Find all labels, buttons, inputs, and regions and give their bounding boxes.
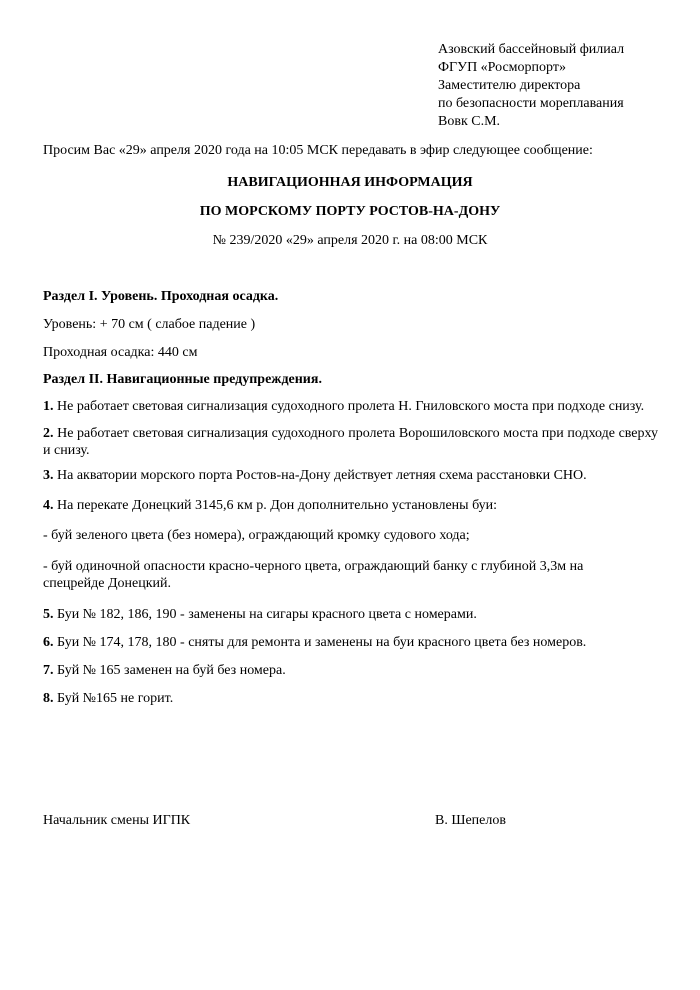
warning-item <box>43 634 658 651</box>
item-text: - буй одиночной опасности красно-черного цвета, ограждающий банку с глубиной 3,3м на спецрейде Донецкий. <box>43 559 584 591</box>
item-number: 7. <box>43 663 54 678</box>
request-paragraph: Просим Вас «29» апреля 2020 года на 10:05 МСК передавать в эфир следующее сообщение: <box>43 143 593 158</box>
addressee-line: Вовк С.М. <box>438 114 501 129</box>
item-text: Не работает световая сигнализация судоходного пролета Н. Гниловского моста при подходе снизу. <box>53 399 645 414</box>
warning-item <box>43 606 658 623</box>
addressee-line: Заместителю директора <box>438 78 581 93</box>
signatory-position: Начальник смены ИГПК <box>43 813 191 828</box>
water-level: Уровень: + 70 см ( слабое падение ) <box>43 317 256 332</box>
section2-heading: Раздел II. Навигационные предупреждения. <box>43 372 322 387</box>
item-text: На акватории морского порта Ростов-на-Дону действует летняя схема расстановки СНО. <box>53 468 587 483</box>
warning-subitem <box>43 558 603 592</box>
addressee-line: по безопасности мореплавания <box>438 96 624 111</box>
item-number: 5. <box>43 607 54 622</box>
warning-item <box>43 398 658 415</box>
warning-subitem <box>43 527 658 544</box>
warning-item <box>43 425 658 459</box>
item-text: Буи № 174, 178, 180 - сняты для ремонта и заменены на буи красного цвета без номеров. <box>53 635 587 650</box>
item-text: Буй № 165 заменен на буй без номера. <box>53 663 286 678</box>
item-number: 6. <box>43 635 54 650</box>
item-text: Буи № 182, 186, 190 - заменены на сигары красного цвета с номерами. <box>53 607 477 622</box>
warning-item <box>43 467 658 484</box>
item-number: 2. <box>43 426 54 441</box>
item-number: 3. <box>43 468 54 483</box>
warning-item <box>43 662 658 679</box>
passage-draft: Проходная осадка: 440 см <box>43 345 198 360</box>
item-text: Не работает световая сигнализация судоходного пролета Ворошиловского моста при подходе сверху и снизу. <box>43 426 658 458</box>
addressee-line: ФГУП «Росморпорт» <box>438 60 566 75</box>
signatory-name: В. Шепелов <box>435 813 506 828</box>
item-text: Буй №165 не горит. <box>53 691 174 706</box>
addressee-block <box>438 41 688 131</box>
item-number: 8. <box>43 691 54 706</box>
section1-heading: Раздел I. Уровень. Проходная осадка. <box>43 289 279 304</box>
warning-item <box>43 497 658 514</box>
item-text: На перекате Донецкий 3145,6 км р. Дон дополнительно установлены буи: <box>53 498 498 513</box>
item-number: 1. <box>43 399 54 414</box>
item-text: - буй зеленого цвета (без номера), ограждающий кромку судового хода; <box>43 528 470 543</box>
document-title: НАВИГАЦИОННАЯ ИНФОРМАЦИЯ <box>227 175 473 190</box>
warning-item <box>43 690 658 707</box>
issue-number: № 239/2020 «29» апреля 2020 г. на 08:00 МСК <box>212 233 488 248</box>
item-number: 4. <box>43 498 54 513</box>
addressee-line: Азовский бассейновый филиал <box>438 42 625 57</box>
document-subtitle: ПО МОРСКОМУ ПОРТУ РОСТОВ-НА-ДОНУ <box>199 204 501 219</box>
